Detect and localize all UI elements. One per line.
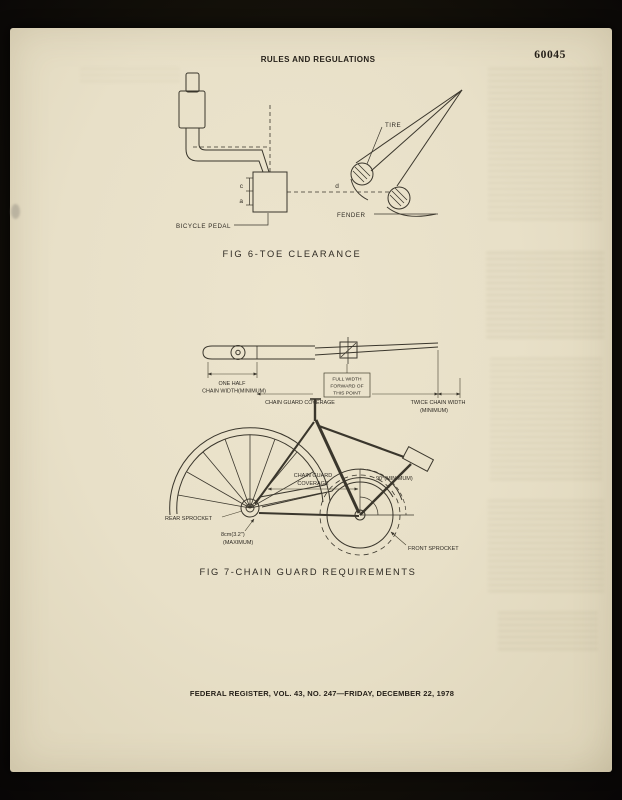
fig6-dim-label-d: d [335,183,339,190]
fig7-label-full-width-2: FORWARD OF [330,384,364,390]
fig7-label-rear-sprocket: REAR SPROCKET [165,516,213,522]
fig7-label-coverage-top: CHAIN GUARD COVERAGE [265,400,335,406]
fig6-label-tire: TIRE [385,122,402,129]
fig6-text [176,122,401,259]
fig6-label-bicycle-pedal: BICYCLE PEDAL [176,223,231,230]
fig6-dim-label-a: a [239,198,243,205]
fig6-fender [387,187,436,216]
fig6-fork-lines [356,90,462,186]
fig6-caption: FIG 6-TOE CLEARANCE [222,249,362,259]
page-number: 60045 [534,49,566,61]
fig7-top-text [202,377,465,415]
fig7-label-front-sprocket: FRONT SPROCKET [408,546,459,552]
fig6-pedal-leader [234,213,268,225]
fig7-label-one-half-1: ONE HALF [218,381,246,387]
fig7-label-full-width-3: THIS POINT [333,391,361,397]
fig7-side-text [165,473,459,577]
fig7-label-max-1: 8cm(3.2") [221,532,245,538]
fig7-label-one-half-2: CHAIN WIDTH(MINIMUM) [202,388,266,395]
fig6-diagram [179,73,462,225]
fig7-label-coverage-2: COVERAGE [297,481,329,487]
fig6-crank-assembly [179,73,269,172]
fig7-label-coverage-1: CHAIN GUARD [293,473,333,479]
fig6-dim-label-c: c [239,183,243,190]
page-header: RULES AND REGULATIONS [260,55,376,64]
fig7-label-full-width-1: FULL WIDTH [332,377,362,383]
fig6-tire [351,163,373,200]
page-footer: FEDERAL REGISTER, VOL. 43, NO. 247—FRIDAY, DECEMBER 22, 1978 [189,689,455,698]
fig7-label-twice-2: (MINIMUM) [420,408,448,414]
fig6-tire-leader [367,127,382,164]
fig7-caption: FIG 7-CHAIN GUARD REQUIREMENTS [199,567,417,577]
figures-canvas [10,28,612,772]
fig6-label-fender: FENDER [337,212,366,219]
document-page [10,28,612,772]
fig6-pedal [253,172,287,212]
fig7-label-angle: 90°(MINIMUM) [376,476,413,482]
fig6-dimension-ca [246,178,253,205]
fig7-label-twice-1: TWICE CHAIN WIDTH [410,400,466,406]
fig7-top-view [203,337,438,364]
fig7-label-max-2: (MAXIMUM) [223,540,254,546]
